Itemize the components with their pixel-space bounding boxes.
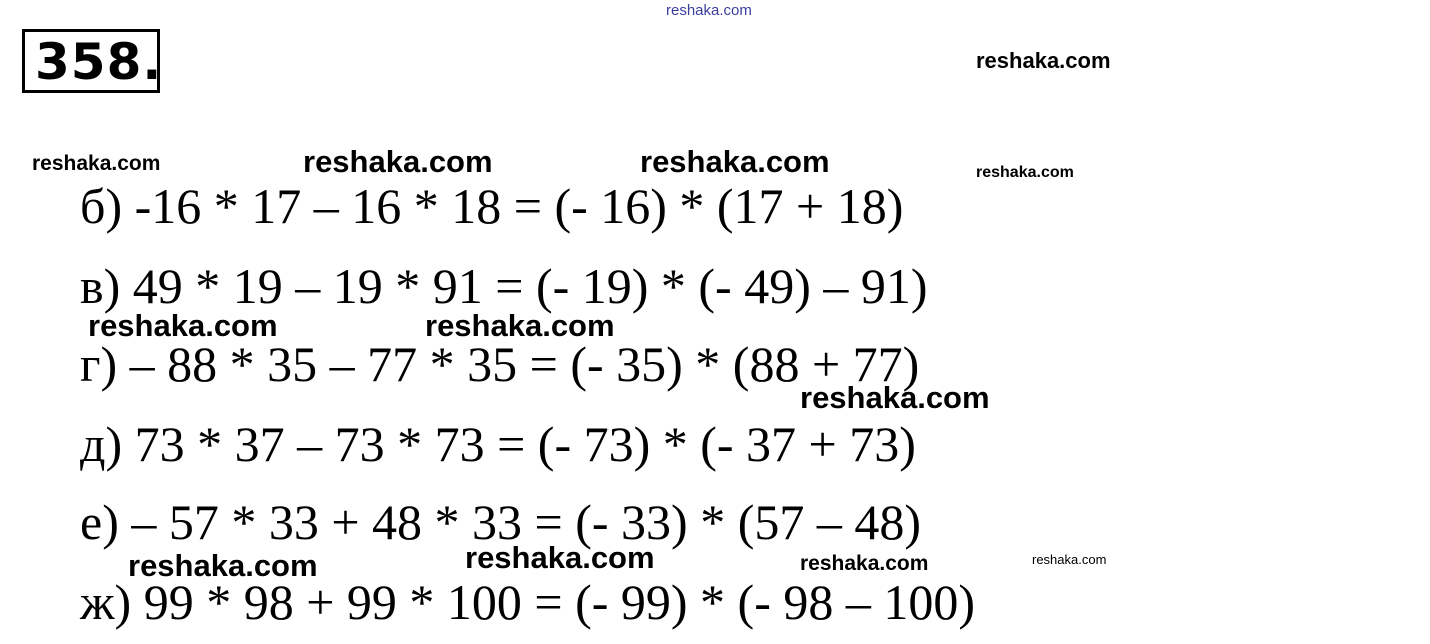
watermark: reshaka.com (32, 152, 161, 175)
watermark: reshaka.com (128, 548, 318, 583)
watermark: reshaka.com (800, 380, 990, 415)
equation-line-d: д) 73 * 37 – 73 * 73 = (- 73) * (- 37 + 73) (80, 416, 916, 472)
equation-line-v: в) 49 * 19 – 19 * 91 = (- 19) * (- 49) – 91) (80, 258, 928, 314)
watermark: reshaka.com (303, 144, 493, 179)
watermark: reshaka.com (640, 144, 830, 179)
watermark: reshaka.com (465, 540, 655, 575)
equation-line-zh: ж) 99 * 98 + 99 * 100 = (- 99) * (- 98 – 100) (80, 574, 975, 630)
watermark: reshaka.com (88, 308, 278, 343)
watermark: reshaka.com (976, 164, 1074, 181)
equation-line-e: е) – 57 * 33 + 48 * 33 = (- 33) * (57 – 48) (80, 494, 921, 550)
equation-line-b: б) -16 * 17 – 16 * 18 = (- 16) * (17 + 18) (80, 178, 904, 234)
equation-line-g: г) – 88 * 35 – 77 * 35 = (- 35) * (88 + 77) (80, 336, 920, 392)
problem-number-box: 358. (22, 29, 160, 93)
watermark-top: reshaka.com (666, 2, 752, 19)
watermark: reshaka.com (1032, 552, 1107, 567)
watermark: reshaka.com (800, 552, 929, 575)
watermark: reshaka.com (976, 48, 1111, 73)
watermark: reshaka.com (425, 308, 615, 343)
